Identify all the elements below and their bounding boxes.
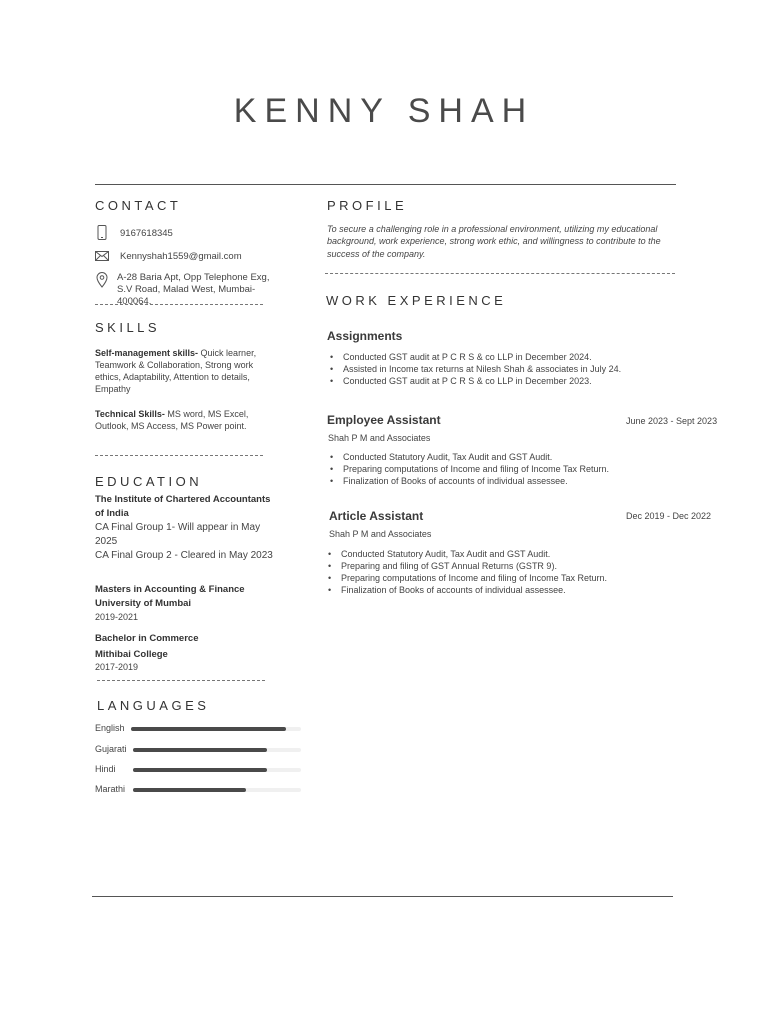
skills-divider	[95, 455, 263, 456]
language-row	[95, 744, 305, 756]
bottom-divider	[92, 896, 673, 897]
language-level-fill	[133, 768, 267, 772]
list-item: • Conducted GST audit at P C R S & co LLP in December 2024.	[327, 351, 687, 363]
list-item: • Conducted Statutory Audit, Tax Audit and GST Audit.	[325, 548, 685, 560]
language-row	[95, 764, 305, 776]
technical-skills-label: Technical Skills-	[95, 409, 165, 419]
mail-icon	[95, 251, 109, 261]
education-heading: EDUCATION	[95, 474, 203, 489]
contact-email[interactable]: Kennyshah1559@gmail.com	[120, 251, 242, 262]
contact-divider	[95, 304, 263, 305]
contact-address: A-28 Baria Apt, Opp Telephone Exg, S.V Road, Malad West, Mumbai-400064.	[117, 272, 270, 307]
education-divider	[97, 680, 265, 681]
employee-assistant-company: Shah P M and Associates	[328, 433, 431, 443]
language-level-fill	[133, 788, 246, 792]
article-assistant-list	[325, 548, 685, 596]
assignments-title: Assignments	[327, 329, 403, 343]
list-item: • Preparing and filing of GST Annual Returns (GSTR 9).	[325, 560, 685, 572]
ca-group1: CA Final Group 1- Will appear in May 2025	[95, 522, 261, 547]
bachelor-degree: Bachelor in Commerce	[95, 633, 199, 644]
soft-skills	[95, 347, 270, 395]
list-item: • Assisted in Income tax returns at Nilesh Shah & associates in July 24.	[327, 363, 687, 375]
list-item: • Conducted Statutory Audit, Tax Audit and GST Audit.	[327, 451, 687, 463]
article-assistant-company: Shah P M and Associates	[329, 529, 432, 539]
list-item: • Conducted GST audit at P C R S & co LLP in December 2023.	[327, 375, 687, 387]
employee-assistant-title: Employee Assistant	[327, 413, 441, 427]
language-name: Marathi	[95, 784, 126, 794]
contact-address-row	[95, 272, 277, 308]
languages-heading: LANGUAGES	[97, 698, 210, 713]
language-name: Gujarati	[95, 744, 127, 754]
education-ca	[95, 493, 275, 563]
skills-heading: SKILLS	[95, 320, 161, 335]
language-name: Hindi	[95, 764, 116, 774]
soft-skills-text: Quick learner, Teamwork & Collaboration, Strong work ethics, Adaptability, Attention to details, Empathy	[95, 348, 257, 394]
language-level-fill	[131, 727, 286, 731]
contact-email-row	[95, 251, 242, 262]
technical-skills-text: MS word, MS Excel, Outlook, MS Access, MS Power point.	[95, 409, 249, 431]
profile-heading: PROFILE	[327, 198, 408, 213]
language-level-bar	[133, 768, 301, 772]
list-item: • Preparing computations of Income and filing of Income Tax Return.	[325, 572, 685, 584]
bachelor-years: 2017-2019	[95, 662, 139, 672]
employee-assistant-list	[327, 451, 687, 487]
location-pin-icon	[95, 272, 109, 288]
ca-institute: The Institute of Chartered Accountants of India	[95, 494, 271, 519]
top-divider	[95, 184, 676, 185]
language-name: English	[95, 723, 125, 733]
article-assistant-title: Article Assistant	[329, 509, 424, 523]
list-item: • Preparing computations of Income and filing of Income Tax Return.	[327, 463, 687, 475]
bachelor-school: Mithibai College	[95, 648, 168, 660]
language-level-fill	[133, 748, 267, 752]
language-level-bar	[133, 788, 301, 792]
resume-name: KENNY SHAH	[233, 92, 535, 130]
soft-skills-label: Self-management skills-	[95, 348, 199, 358]
work-experience-heading: WORK EXPERIENCE	[326, 293, 507, 308]
assignments-list	[327, 351, 687, 387]
contact-phone: 9167618345	[120, 228, 173, 239]
language-level-bar	[133, 748, 301, 752]
technical-skills	[95, 408, 270, 432]
profile-divider	[325, 273, 675, 274]
masters-school: University of Mumbai	[95, 597, 192, 609]
education-masters	[95, 583, 275, 625]
employee-assistant-date: June 2023 - Sept 2023	[626, 416, 718, 426]
ca-group2: CA Final Group 2 - Cleared in May 2023	[95, 550, 273, 561]
language-level-bar	[131, 727, 301, 731]
list-item: • Finalization of Books of accounts of individual assessee.	[325, 584, 685, 596]
list-item: • Finalization of Books of accounts of individual assessee.	[327, 475, 687, 487]
contact-heading: CONTACT	[95, 198, 182, 213]
skills-block	[95, 347, 270, 445]
article-assistant-date: Dec 2019 - Dec 2022	[626, 511, 712, 521]
phone-icon	[95, 225, 109, 240]
profile-text: To secure a challenging role in a professional environment, utilizing my educational background, work experience, strong work ethic, and willingness to contribute to the success of the company.	[327, 224, 661, 259]
language-row	[95, 723, 305, 735]
language-row	[95, 784, 305, 796]
contact-phone-row	[95, 225, 173, 240]
masters-degree: Masters in Accounting & Finance	[95, 584, 245, 595]
masters-years: 2019-2021	[95, 612, 139, 622]
education-bachelor	[95, 632, 275, 675]
